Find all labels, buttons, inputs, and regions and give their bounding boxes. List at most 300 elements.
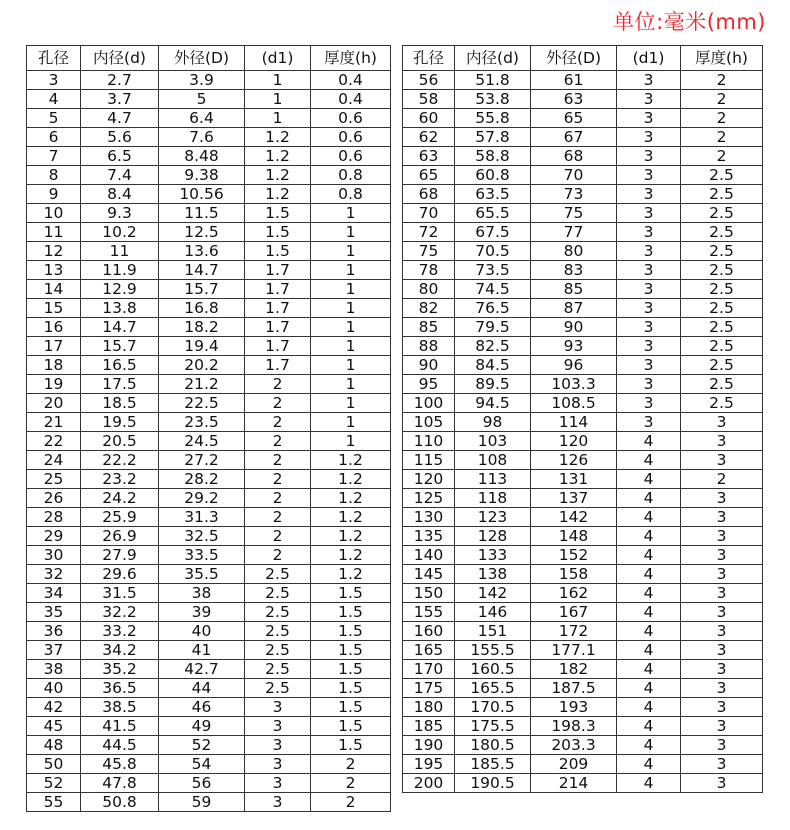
cell-d1: 3: [245, 774, 311, 793]
cell-bore: 58: [403, 90, 455, 109]
table-row: [403, 622, 763, 641]
cell-inner-diameter: 13.8: [81, 299, 159, 318]
table-row: [403, 451, 763, 470]
cell-d1: 3: [617, 185, 681, 204]
table-row: [403, 337, 763, 356]
cell-thickness: 1.5: [311, 698, 391, 717]
cell-inner-diameter: 108: [455, 451, 531, 470]
table-row: [27, 660, 391, 679]
cell-bore: 37: [27, 641, 81, 660]
cell-d1: 3: [617, 280, 681, 299]
cell-bore: 21: [27, 413, 81, 432]
cell-bore: 28: [27, 508, 81, 527]
cell-thickness: 3: [681, 774, 763, 793]
table-row: [403, 71, 763, 90]
cell-outer-diameter: 20.2: [159, 356, 245, 375]
cell-inner-diameter: 128: [455, 527, 531, 546]
cell-d1: 2: [245, 432, 311, 451]
cell-bore: 50: [27, 755, 81, 774]
cell-d1: 4: [617, 774, 681, 793]
cell-thickness: 1.5: [311, 660, 391, 679]
cell-thickness: 2.5: [681, 299, 763, 318]
cell-outer-diameter: 214: [531, 774, 617, 793]
cell-d1: 3: [617, 204, 681, 223]
cell-thickness: 1: [311, 413, 391, 432]
cell-inner-diameter: 6.5: [81, 147, 159, 166]
cell-d1: 4: [617, 546, 681, 565]
cell-d1: 2.5: [245, 660, 311, 679]
cell-d1: 3: [245, 755, 311, 774]
cell-bore: 38: [27, 660, 81, 679]
cell-thickness: 2.5: [681, 356, 763, 375]
cell-thickness: 1: [311, 223, 391, 242]
cell-inner-diameter: 33.2: [81, 622, 159, 641]
cell-inner-diameter: 84.5: [455, 356, 531, 375]
cell-inner-diameter: 118: [455, 489, 531, 508]
cell-bore: 29: [27, 527, 81, 546]
cell-outer-diameter: 131: [531, 470, 617, 489]
cell-bore: 175: [403, 679, 455, 698]
table-row: [27, 337, 391, 356]
cell-thickness: 1.2: [311, 508, 391, 527]
cell-bore: 34: [27, 584, 81, 603]
cell-d1: 3: [245, 793, 311, 812]
cell-outer-diameter: 137: [531, 489, 617, 508]
table-row: [403, 90, 763, 109]
table-row: [403, 565, 763, 584]
cell-bore: 85: [403, 318, 455, 337]
cell-inner-diameter: 82.5: [455, 337, 531, 356]
cell-inner-diameter: 25.9: [81, 508, 159, 527]
table-row: [27, 71, 391, 90]
cell-bore: 10: [27, 204, 81, 223]
cell-thickness: 3: [681, 546, 763, 565]
table-row: [27, 603, 391, 622]
cell-outer-diameter: 52: [159, 736, 245, 755]
table-row: [27, 280, 391, 299]
table-row: [27, 679, 391, 698]
cell-bore: 80: [403, 280, 455, 299]
cell-outer-diameter: 70: [531, 166, 617, 185]
cell-outer-diameter: 9.38: [159, 166, 245, 185]
cell-bore: 185: [403, 717, 455, 736]
cell-d1: 2: [245, 546, 311, 565]
cell-bore: 5: [27, 109, 81, 128]
cell-outer-diameter: 22.5: [159, 394, 245, 413]
cell-d1: 2.5: [245, 622, 311, 641]
cell-inner-diameter: 2.7: [81, 71, 159, 90]
cell-outer-diameter: 77: [531, 223, 617, 242]
cell-d1: 2: [245, 375, 311, 394]
cell-inner-diameter: 16.5: [81, 356, 159, 375]
cell-outer-diameter: 68: [531, 147, 617, 166]
cell-inner-diameter: 70.5: [455, 242, 531, 261]
cell-thickness: 2: [311, 774, 391, 793]
table-row: [27, 641, 391, 660]
cell-thickness: 0.8: [311, 185, 391, 204]
cell-bore: 165: [403, 641, 455, 660]
cell-bore: 82: [403, 299, 455, 318]
cell-thickness: 2: [681, 90, 763, 109]
header-bore: 孔径: [27, 46, 81, 71]
cell-bore: 56: [403, 71, 455, 90]
cell-d1: 3: [617, 166, 681, 185]
cell-bore: 19: [27, 375, 81, 394]
table-row: [403, 394, 763, 413]
cell-outer-diameter: 14.7: [159, 261, 245, 280]
cell-inner-diameter: 10.2: [81, 223, 159, 242]
cell-outer-diameter: 27.2: [159, 451, 245, 470]
cell-d1: 1: [245, 109, 311, 128]
cell-thickness: 2: [681, 109, 763, 128]
cell-inner-diameter: 17.5: [81, 375, 159, 394]
cell-inner-diameter: 160.5: [455, 660, 531, 679]
cell-outer-diameter: 28.2: [159, 470, 245, 489]
cell-d1: 4: [617, 717, 681, 736]
table-row: [27, 242, 391, 261]
table-row: [403, 489, 763, 508]
table-row: [403, 717, 763, 736]
table-row: [27, 204, 391, 223]
cell-d1: 1.2: [245, 147, 311, 166]
cell-thickness: 1: [311, 432, 391, 451]
cell-d1: 4: [617, 622, 681, 641]
cell-inner-diameter: 50.8: [81, 793, 159, 812]
table-row: [27, 793, 391, 812]
table-row: [27, 622, 391, 641]
header-inner-diameter: 内径(d): [455, 46, 531, 71]
table-row: [27, 508, 391, 527]
cell-outer-diameter: 32.5: [159, 527, 245, 546]
table-row: [27, 698, 391, 717]
cell-d1: 3: [617, 299, 681, 318]
table-row: [403, 147, 763, 166]
cell-outer-diameter: 114: [531, 413, 617, 432]
cell-bore: 16: [27, 318, 81, 337]
cell-inner-diameter: 170.5: [455, 698, 531, 717]
table-row: [27, 185, 391, 204]
table-row: [403, 128, 763, 147]
cell-bore: 15: [27, 299, 81, 318]
cell-thickness: 2: [681, 470, 763, 489]
cell-inner-diameter: 36.5: [81, 679, 159, 698]
cell-outer-diameter: 80: [531, 242, 617, 261]
table-row: [27, 394, 391, 413]
cell-outer-diameter: 90: [531, 318, 617, 337]
cell-inner-diameter: 9.3: [81, 204, 159, 223]
cell-outer-diameter: 75: [531, 204, 617, 223]
cell-d1: 3: [617, 356, 681, 375]
cell-inner-diameter: 38.5: [81, 698, 159, 717]
cell-inner-diameter: 94.5: [455, 394, 531, 413]
header-row: [403, 46, 763, 71]
cell-thickness: 1.5: [311, 736, 391, 755]
cell-inner-diameter: 123: [455, 508, 531, 527]
cell-bore: 100: [403, 394, 455, 413]
cell-d1: 3: [617, 223, 681, 242]
cell-d1: 2.5: [245, 584, 311, 603]
cell-outer-diameter: 182: [531, 660, 617, 679]
cell-inner-diameter: 5.6: [81, 128, 159, 147]
spec-table-left: [26, 45, 391, 812]
header-outer-diameter: 外径(D): [159, 46, 245, 71]
cell-d1: 4: [617, 527, 681, 546]
cell-inner-diameter: 53.8: [455, 90, 531, 109]
cell-outer-diameter: 46: [159, 698, 245, 717]
cell-bore: 88: [403, 337, 455, 356]
table-row: [403, 204, 763, 223]
cell-thickness: 0.6: [311, 128, 391, 147]
cell-thickness: 3: [681, 432, 763, 451]
cell-inner-diameter: 3.7: [81, 90, 159, 109]
cell-outer-diameter: 87: [531, 299, 617, 318]
cell-inner-diameter: 45.8: [81, 755, 159, 774]
cell-bore: 52: [27, 774, 81, 793]
cell-thickness: 2: [311, 755, 391, 774]
cell-thickness: 3: [681, 413, 763, 432]
cell-bore: 14: [27, 280, 81, 299]
cell-d1: 2: [245, 413, 311, 432]
cell-thickness: 2.5: [681, 280, 763, 299]
cell-d1: 3: [245, 736, 311, 755]
table-row: [27, 755, 391, 774]
cell-outer-diameter: 96: [531, 356, 617, 375]
table-row: [27, 451, 391, 470]
cell-d1: 3: [617, 109, 681, 128]
cell-thickness: 2.5: [681, 337, 763, 356]
cell-inner-diameter: 23.2: [81, 470, 159, 489]
cell-bore: 32: [27, 565, 81, 584]
cell-bore: 4: [27, 90, 81, 109]
cell-thickness: 3: [681, 736, 763, 755]
cell-outer-diameter: 33.5: [159, 546, 245, 565]
table-row: [403, 223, 763, 242]
table-row: [403, 679, 763, 698]
cell-outer-diameter: 31.3: [159, 508, 245, 527]
cell-thickness: 2: [681, 128, 763, 147]
table-row: [27, 318, 391, 337]
cell-bore: 160: [403, 622, 455, 641]
cell-thickness: 1.2: [311, 470, 391, 489]
cell-outer-diameter: 11.5: [159, 204, 245, 223]
cell-thickness: 2.5: [681, 223, 763, 242]
cell-bore: 75: [403, 242, 455, 261]
cell-inner-diameter: 4.7: [81, 109, 159, 128]
cell-outer-diameter: 12.5: [159, 223, 245, 242]
header-thickness: 厚度(h): [311, 46, 391, 71]
cell-bore: 11: [27, 223, 81, 242]
cell-outer-diameter: 10.56: [159, 185, 245, 204]
cell-inner-diameter: 24.2: [81, 489, 159, 508]
cell-bore: 30: [27, 546, 81, 565]
table-row: [403, 261, 763, 280]
cell-d1: 2: [245, 394, 311, 413]
cell-d1: 4: [617, 584, 681, 603]
table-row: [403, 698, 763, 717]
cell-inner-diameter: 8.4: [81, 185, 159, 204]
cell-bore: 190: [403, 736, 455, 755]
cell-outer-diameter: 63: [531, 90, 617, 109]
table-row: [27, 489, 391, 508]
cell-outer-diameter: 35.5: [159, 565, 245, 584]
cell-d1: 3: [245, 717, 311, 736]
cell-outer-diameter: 172: [531, 622, 617, 641]
cell-inner-diameter: 35.2: [81, 660, 159, 679]
cell-inner-diameter: 103: [455, 432, 531, 451]
cell-thickness: 1.2: [311, 546, 391, 565]
cell-bore: 105: [403, 413, 455, 432]
cell-d1: 4: [617, 679, 681, 698]
cell-d1: 1.7: [245, 318, 311, 337]
cell-bore: 135: [403, 527, 455, 546]
table-row: [403, 356, 763, 375]
cell-inner-diameter: 26.9: [81, 527, 159, 546]
cell-inner-diameter: 12.9: [81, 280, 159, 299]
cell-thickness: 1: [311, 375, 391, 394]
cell-thickness: 3: [681, 451, 763, 470]
cell-d1: 4: [617, 641, 681, 660]
table-row: [403, 508, 763, 527]
cell-outer-diameter: 177.1: [531, 641, 617, 660]
cell-thickness: 1.5: [311, 584, 391, 603]
cell-inner-diameter: 41.5: [81, 717, 159, 736]
cell-bore: 48: [27, 736, 81, 755]
table-row: [403, 584, 763, 603]
table-row: [27, 470, 391, 489]
cell-inner-diameter: 79.5: [455, 318, 531, 337]
cell-outer-diameter: 67: [531, 128, 617, 147]
cell-bore: 12: [27, 242, 81, 261]
cell-d1: 4: [617, 736, 681, 755]
cell-d1: 4: [617, 603, 681, 622]
cell-thickness: 1: [311, 242, 391, 261]
cell-d1: 3: [617, 242, 681, 261]
cell-inner-diameter: 155.5: [455, 641, 531, 660]
spec-table-right: [402, 45, 763, 793]
cell-d1: 3: [617, 147, 681, 166]
table-row: [403, 774, 763, 793]
cell-outer-diameter: 19.4: [159, 337, 245, 356]
cell-thickness: 1.2: [311, 451, 391, 470]
cell-thickness: 3: [681, 584, 763, 603]
cell-bore: 78: [403, 261, 455, 280]
cell-thickness: 2.5: [681, 318, 763, 337]
header-d1: (d1): [245, 46, 311, 71]
cell-d1: 1.2: [245, 166, 311, 185]
table-row: [27, 432, 391, 451]
cell-d1: 2.5: [245, 641, 311, 660]
cell-d1: 2: [245, 489, 311, 508]
cell-thickness: 3: [681, 679, 763, 698]
cell-inner-diameter: 89.5: [455, 375, 531, 394]
cell-bore: 8: [27, 166, 81, 185]
cell-thickness: 1.5: [311, 717, 391, 736]
cell-d1: 2: [245, 470, 311, 489]
cell-inner-diameter: 20.5: [81, 432, 159, 451]
cell-bore: 60: [403, 109, 455, 128]
cell-d1: 4: [617, 451, 681, 470]
cell-outer-diameter: 7.6: [159, 128, 245, 147]
table-row: [403, 375, 763, 394]
cell-outer-diameter: 3.9: [159, 71, 245, 90]
cell-outer-diameter: 18.2: [159, 318, 245, 337]
cell-thickness: 2.5: [681, 204, 763, 223]
cell-bore: 140: [403, 546, 455, 565]
header-thickness: 厚度(h): [681, 46, 763, 71]
cell-inner-diameter: 146: [455, 603, 531, 622]
cell-inner-diameter: 31.5: [81, 584, 159, 603]
cell-outer-diameter: 49: [159, 717, 245, 736]
cell-inner-diameter: 73.5: [455, 261, 531, 280]
cell-outer-diameter: 103.3: [531, 375, 617, 394]
cell-d1: 1.5: [245, 242, 311, 261]
cell-bore: 22: [27, 432, 81, 451]
cell-bore: 195: [403, 755, 455, 774]
table-row: [27, 413, 391, 432]
cell-bore: 125: [403, 489, 455, 508]
cell-thickness: 1: [311, 261, 391, 280]
cell-d1: 3: [617, 375, 681, 394]
cell-thickness: 0.6: [311, 109, 391, 128]
cell-inner-diameter: 180.5: [455, 736, 531, 755]
cell-thickness: 2: [681, 71, 763, 90]
cell-outer-diameter: 39: [159, 603, 245, 622]
cell-outer-diameter: 162: [531, 584, 617, 603]
cell-outer-diameter: 29.2: [159, 489, 245, 508]
cell-d1: 2: [245, 508, 311, 527]
cell-d1: 3: [617, 128, 681, 147]
table-row: [27, 546, 391, 565]
cell-inner-diameter: 138: [455, 565, 531, 584]
cell-bore: 150: [403, 584, 455, 603]
cell-thickness: 3: [681, 698, 763, 717]
cell-bore: 18: [27, 356, 81, 375]
cell-inner-diameter: 22.2: [81, 451, 159, 470]
table-row: [403, 546, 763, 565]
cell-inner-diameter: 15.7: [81, 337, 159, 356]
cell-outer-diameter: 61: [531, 71, 617, 90]
cell-bore: 155: [403, 603, 455, 622]
cell-thickness: 3: [681, 508, 763, 527]
cell-inner-diameter: 74.5: [455, 280, 531, 299]
cell-outer-diameter: 73: [531, 185, 617, 204]
cell-thickness: 2.5: [681, 394, 763, 413]
cell-bore: 13: [27, 261, 81, 280]
cell-thickness: 0.6: [311, 147, 391, 166]
cell-bore: 63: [403, 147, 455, 166]
cell-inner-diameter: 63.5: [455, 185, 531, 204]
cell-bore: 90: [403, 356, 455, 375]
cell-d1: 3: [617, 261, 681, 280]
cell-d1: 2.5: [245, 603, 311, 622]
cell-bore: 3: [27, 71, 81, 90]
table-row: [403, 660, 763, 679]
table-row: [27, 128, 391, 147]
cell-thickness: 0.4: [311, 71, 391, 90]
cell-outer-diameter: 158: [531, 565, 617, 584]
cell-d1: 1.5: [245, 223, 311, 242]
cell-inner-diameter: 76.5: [455, 299, 531, 318]
cell-inner-diameter: 190.5: [455, 774, 531, 793]
cell-outer-diameter: 8.48: [159, 147, 245, 166]
cell-bore: 130: [403, 508, 455, 527]
cell-inner-diameter: 185.5: [455, 755, 531, 774]
cell-d1: 3: [617, 71, 681, 90]
cell-outer-diameter: 108.5: [531, 394, 617, 413]
cell-inner-diameter: 14.7: [81, 318, 159, 337]
cell-thickness: 3: [681, 660, 763, 679]
table-row: [27, 166, 391, 185]
